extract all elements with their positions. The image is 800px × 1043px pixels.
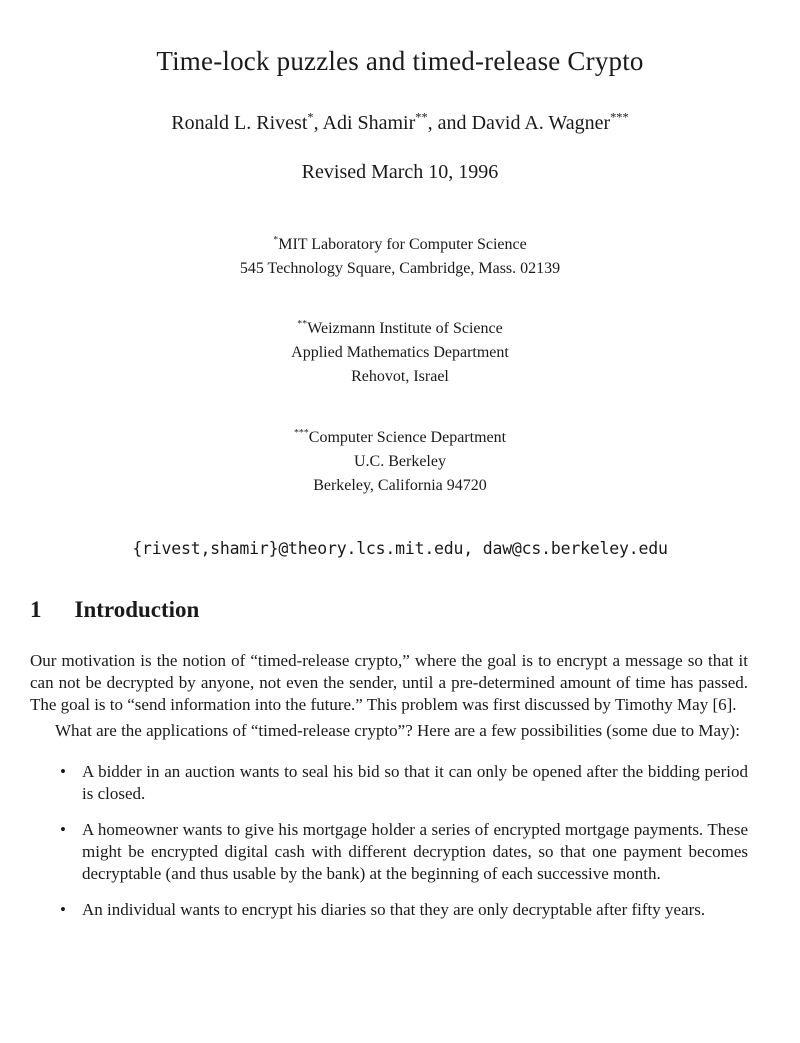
paper-title: Time-lock puzzles and timed-release Crypto [156, 46, 644, 76]
affiliation-text: Weizmann Institute of Science [307, 320, 503, 337]
author-name: Adi Shamir [322, 112, 416, 134]
authors-line [0, 112, 800, 135]
paragraph-motivation: Our motivation is the notion of “timed-release crypto,” where the goal is to encrypt a message so that it can not be decrypted by anyone, not even the sender, until a pre-determined amount of time has passed. The goal is to “send information into the future.” This problem was first discussed by Timothy May [6]. [30, 651, 748, 714]
author-footnote-marker: * [307, 110, 314, 125]
revised-date: Revised March 10, 1996 [301, 161, 499, 183]
affiliation-text: Computer Science Department [308, 429, 507, 446]
section-number: 1 [30, 597, 42, 622]
section-title: Introduction [74, 597, 200, 622]
bullet-text: An individual wants to encrypt his diaries so that they are only decryptable after fifty years. [82, 900, 706, 919]
affiliation-line [0, 426, 800, 450]
affiliation-block-weizmann [0, 317, 800, 389]
paragraph-applications: What are the applications of “timed-release crypto”? Here are a few possibilities (some due to May): [55, 721, 740, 740]
affiliation-marker: ** [297, 318, 308, 330]
section-heading [30, 597, 748, 623]
affiliation-marker: * [273, 234, 279, 246]
bullet-icon: • [60, 762, 66, 781]
affiliation-line: Rehovot, Israel [351, 368, 449, 385]
bullet-item-diaries [30, 899, 748, 921]
author-footnote-marker: ** [415, 110, 428, 125]
email-line: {rivest,shamir}@theory.lcs.mit.edu, daw@cs.berkeley.edu [132, 539, 668, 558]
applications-bullet-list [30, 761, 748, 921]
affiliation-marker: *** [293, 427, 309, 439]
affiliation-block-berkeley [0, 426, 800, 498]
bullet-icon: • [60, 820, 66, 839]
bullet-item-auction [30, 761, 748, 805]
affiliation-line [0, 317, 800, 341]
affiliation-line: 545 Technology Square, Cambridge, Mass. 02139 [239, 260, 561, 277]
bullet-icon: • [60, 900, 66, 919]
bullet-text: A bidder in an auction wants to seal his bid so that it can only be opened after the bidding period is closed. [82, 762, 748, 803]
author-separator: , [313, 112, 323, 134]
affiliation-line [0, 233, 800, 257]
author-separator: , and [427, 112, 472, 134]
affiliation-block-mit [0, 233, 800, 281]
affiliation-line: Applied Mathematics Department [291, 344, 509, 361]
bullet-item-mortgage [30, 819, 748, 885]
author-name: David A. Wagner [471, 112, 611, 134]
author-name: Ronald L. Rivest [171, 112, 308, 134]
author-footnote-marker: *** [610, 110, 629, 125]
affiliation-line: U.C. Berkeley [354, 453, 446, 470]
bullet-text: A homeowner wants to give his mortgage holder a series of encrypted mortgage payments. These might be encrypted digital cash with different decryption dates, so that one payment becomes decryptable (and thus usable by the bank) at the beginning of each successive month. [82, 820, 748, 883]
affiliation-line: Berkeley, California 94720 [313, 477, 487, 494]
affiliation-text: MIT Laboratory for Computer Science [278, 236, 527, 253]
